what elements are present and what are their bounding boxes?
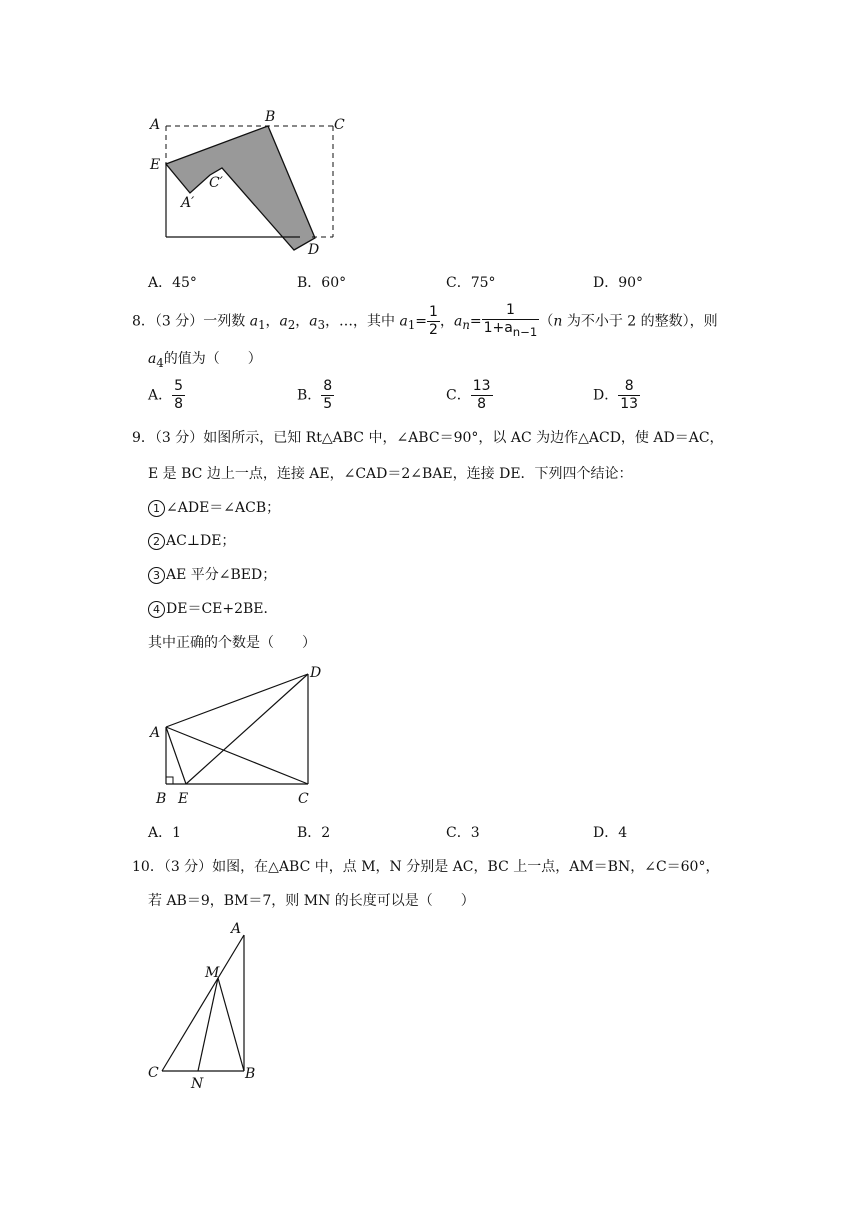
q8-option-c[interactable] bbox=[446, 378, 493, 413]
q8-eq2: = bbox=[469, 313, 482, 330]
q9-option-b[interactable]: B．2 bbox=[297, 825, 331, 841]
q8-f1-den: 2 bbox=[429, 321, 438, 338]
q8-a3-sub: 3 bbox=[317, 318, 326, 333]
q9-conclusion-1-text: ∠ADE＝∠ACB； bbox=[166, 500, 281, 516]
q9-label-D: D bbox=[310, 665, 322, 681]
q8-eq1: = bbox=[415, 313, 428, 330]
q8-fraction-a1 bbox=[427, 304, 440, 339]
q8-a4-sub: 4 bbox=[156, 355, 164, 370]
q9-conclusion-2 bbox=[148, 530, 235, 550]
q8-option-c-num: 13 bbox=[472, 378, 491, 394]
q8-stem-line1: 8．（3 分）一列数 $a_1$，$a_2$，$a_3$，…，其中 $a_1=$ $\frac{1}{2}$ ，$a_n=$ $\frac{1}{1+a_{n-1}}$ （n 为不小于 2 的整数），则 bbox=[132, 302, 718, 339]
q9-conclusion-3-text: AE 平分∠BED； bbox=[166, 567, 277, 583]
q10-stem-line1: 10．（3 分）如图，在△ABC 中，点 M，N 分别是 AC，BC 上一点，AM＝BN，∠C＝60°， bbox=[132, 859, 720, 875]
q9-label-B: B bbox=[156, 791, 167, 807]
q8-option-b-den: 5 bbox=[323, 396, 333, 412]
q7-option-a[interactable]: A．45° bbox=[148, 275, 197, 291]
q9-label-A: A bbox=[150, 725, 161, 741]
q9-conclusion-3 bbox=[148, 564, 276, 584]
q8-question: 的值为（ ） bbox=[163, 351, 262, 367]
q9-conclusion-4-text: DE＝CE+2BE． bbox=[166, 601, 278, 617]
q8-suffix-paren: （ bbox=[539, 313, 554, 330]
q8-option-b-num: 8 bbox=[323, 378, 333, 394]
q8-f2-den bbox=[482, 320, 540, 341]
q8-an-sub: n bbox=[462, 318, 470, 333]
q8-option-d-num: 8 bbox=[618, 378, 640, 396]
q8-option-d-den: 13 bbox=[620, 396, 639, 412]
q8-f2-den-sub: n−1 bbox=[512, 324, 538, 339]
q7-label-A: A bbox=[150, 117, 161, 133]
q7-shaded-region bbox=[166, 126, 315, 250]
q10-label-A: A bbox=[231, 921, 242, 937]
q8-option-d[interactable] bbox=[593, 378, 640, 413]
q9-conclusion-1-num: 1 bbox=[148, 500, 165, 517]
q9-right-angle-mark bbox=[166, 777, 173, 784]
q8-option-a-num: 5 bbox=[174, 378, 184, 394]
q9-seg-AC bbox=[166, 727, 308, 784]
q8-a1-eq: a bbox=[399, 313, 408, 330]
q8-option-d-letter: D． bbox=[593, 387, 619, 404]
q8-option-c-letter: C． bbox=[446, 387, 471, 404]
q7-label-C-prime: C′ bbox=[209, 175, 223, 191]
q8-option-c-den: 8 bbox=[477, 396, 487, 412]
q8-a4: a bbox=[148, 351, 157, 367]
q8-prefix: 8．（3 分）一列数 bbox=[132, 313, 250, 330]
q9-label-E: E bbox=[178, 791, 189, 807]
q8-a1: a bbox=[249, 313, 259, 330]
q7-label-E: E bbox=[150, 157, 161, 173]
q8-option-b-letter: B． bbox=[297, 387, 322, 404]
q10-figure bbox=[140, 915, 270, 1093]
q9-label-C: C bbox=[298, 791, 309, 807]
q9-option-a[interactable]: A．1 bbox=[148, 825, 182, 841]
q8-stem-line2 bbox=[148, 348, 262, 370]
q10-label-B: B bbox=[245, 1066, 256, 1082]
q9-conclusion-4 bbox=[148, 598, 278, 618]
q10-stem-line2: 若 AB＝9，BM＝7，则 MN 的长度可以是（ ） bbox=[148, 893, 475, 909]
q8-an: a bbox=[453, 313, 463, 330]
q9-option-d[interactable]: D．4 bbox=[593, 825, 628, 841]
q9-figure bbox=[140, 658, 340, 810]
q9-stem-line2: E 是 BC 边上一点，连接 AE，∠CAD＝2∠BAE，连接 DE．下列四个结论： bbox=[148, 466, 633, 482]
q7-figure bbox=[140, 105, 360, 265]
q9-conclusion-4-num: 4 bbox=[148, 601, 165, 618]
q8-option-a[interactable] bbox=[148, 378, 185, 413]
q9-question: 其中正确的个数是（ ） bbox=[148, 635, 316, 651]
q9-seg-DE bbox=[186, 674, 308, 784]
q10-seg-MN bbox=[198, 978, 218, 1071]
q9-conclusion-3-num: 3 bbox=[148, 567, 165, 584]
q8-a1-sub: 1 bbox=[258, 318, 266, 333]
q8-option-a-den: 8 bbox=[174, 396, 184, 412]
q8-option-a-frac bbox=[172, 378, 185, 413]
q8-mid: ，…，其中 bbox=[325, 313, 400, 330]
q9-seg-AD bbox=[166, 674, 308, 727]
q8-f2-num: 1 bbox=[482, 302, 540, 320]
q10-label-N: N bbox=[191, 1076, 204, 1092]
q10-label-M: M bbox=[205, 965, 220, 981]
q9-stem-line1: 9．（3 分）如图所示，已知 Rt△ABC 中，∠ABC＝90°，以 AC 为边作△ACD，使 AD＝AC， bbox=[132, 430, 724, 446]
q8-option-b-frac bbox=[321, 378, 334, 413]
q8-option-b[interactable] bbox=[297, 378, 334, 413]
q8-option-c-frac bbox=[471, 378, 493, 413]
q8-n: n bbox=[553, 313, 563, 330]
q7-label-C: C bbox=[334, 117, 345, 133]
q9-conclusion-2-text: AC⊥DE； bbox=[166, 533, 236, 549]
q9-conclusion-2-num: 2 bbox=[148, 533, 165, 550]
q10-label-C: C bbox=[148, 1065, 159, 1081]
q8-a3: a bbox=[309, 313, 318, 330]
q9-option-c[interactable]: C．3 bbox=[446, 825, 480, 841]
q8-f2-den-text: 1+a bbox=[483, 320, 513, 336]
q8-option-d-frac bbox=[618, 378, 640, 413]
q8-fraction-an bbox=[482, 302, 540, 341]
q9-conclusion-1 bbox=[148, 497, 280, 517]
q7-option-c[interactable]: C．75° bbox=[446, 275, 496, 291]
q7-label-D: D bbox=[308, 242, 320, 258]
q7-label-B: B bbox=[265, 109, 276, 125]
q7-label-A-prime: A′ bbox=[181, 195, 195, 211]
q8-f1-num: 1 bbox=[429, 303, 438, 320]
q8-a2-sub: 2 bbox=[287, 318, 296, 333]
q8-a2: a bbox=[279, 313, 288, 330]
q9-seg-AE bbox=[166, 727, 186, 784]
q8-suffix: 为不小于 2 的整数），则 bbox=[562, 313, 718, 330]
q7-option-b[interactable]: B．60° bbox=[297, 275, 347, 291]
q10-seg-MB bbox=[218, 978, 244, 1071]
q8-a1-eq-sub: 1 bbox=[407, 318, 416, 333]
q7-option-d[interactable]: D．90° bbox=[593, 275, 644, 291]
q8-option-a-letter: A． bbox=[148, 387, 173, 404]
